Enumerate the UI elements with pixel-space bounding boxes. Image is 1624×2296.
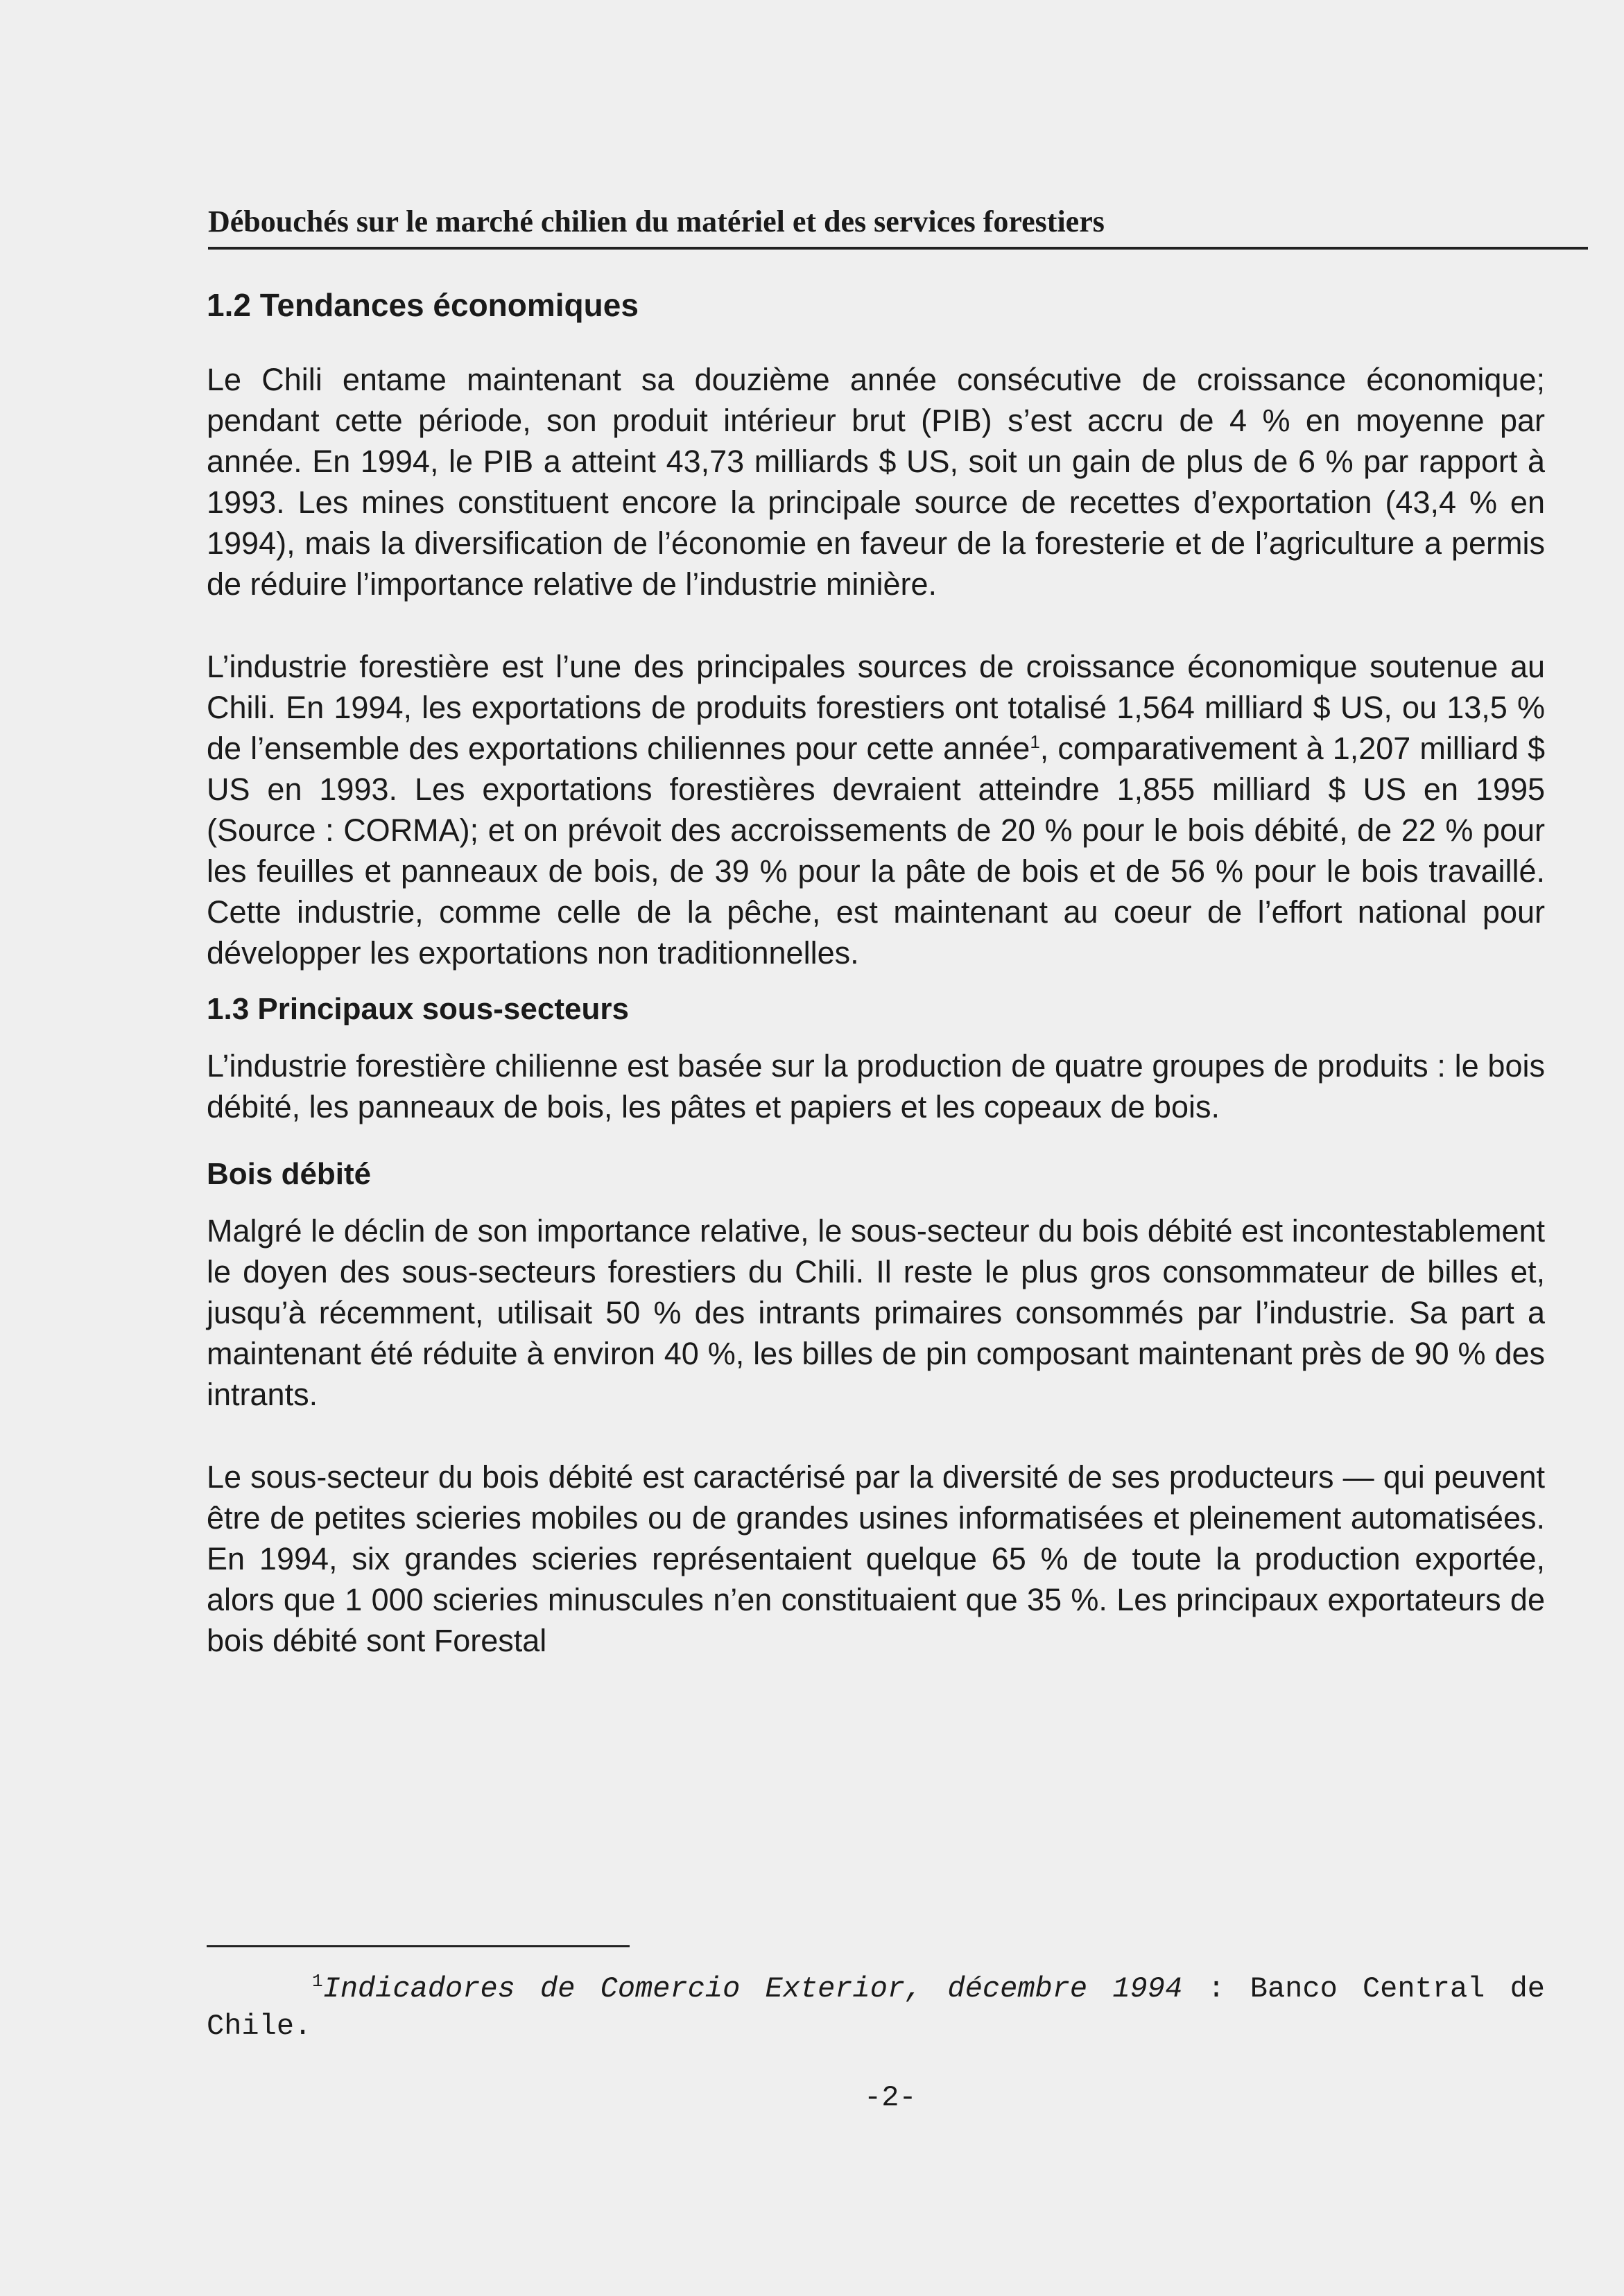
paragraph-forest-industry-part-b: , comparativement à 1,207 milliard $ US en 1993. Les exportations forestières devraient atteindre 1,855 milliard $ US en 1995 (Source : CORMA); et on prévoit des accroissements de 20 % pour le bois débité, de 22 % pour les feuilles et panneaux de bois, de 39 % pour la pâte de bois et de 56 % pour le bois travaillé. Cette industrie, comme celle de la pêche, est maintenant au coeur de l’effort national pour développer les exportations non traditionnelles. (207, 731, 1545, 971)
footnote-rule (207, 1945, 630, 1947)
page-number: -2- (864, 2081, 917, 2114)
running-header: Débouchés sur le marché chilien du matériel et des services forestiers (208, 205, 1105, 238)
footnote-source-title: Indicadores de Comercio Exterior, décembre 1994 (322, 1972, 1183, 2006)
paragraph-forest-industry (207, 646, 1545, 973)
footnote (207, 1970, 1545, 2045)
subheading-bois-debite: Bois débité (207, 1157, 372, 1191)
footnote-reference[interactable]: 1 (1030, 731, 1040, 752)
paragraph-economic-growth: Le Chili entame maintenant sa douzième année consécutive de croissance économique; pendant cette période, son produit intérieur brut (PIB) s’est accru de 4 % en moyenne par année. En 1994, le PIB a atteint 43,73 milliards $ US, soit un gain de plus de 6 % par rapport à 1993. Les mines constituent encore la principale source de recettes d’exportation (43,4 % en 1994), mais la diversification de l’économie en faveur de la foresterie et de l’agriculture a permis de réduire l’importance relative de l’industrie minière. (207, 362, 1545, 602)
section-heading-1-2: 1.2 Tendances économiques (207, 287, 639, 323)
footnote-marker: 1 (312, 1971, 323, 1992)
section-heading-1-3: 1.3 Principaux sous-secteurs (207, 992, 629, 1026)
paragraph-lumber-producers: Le sous-secteur du bois débité est caractérisé par la diversité de ses producteurs — qui peuvent être de petites scieries mobiles ou de grandes usines informatisées et pleinement automatisées. En 1994, six grandes scieries représentaient quelque 65 % de toute la production exportée, alors que 1 000 scieries minuscules n’en constituaient que 35 %. Les principaux exportateurs de bois débité sont Forestal (207, 1459, 1545, 1658)
document-body (207, 277, 1545, 1661)
paragraph-forest-industry-part-a: L’industrie forestière est l’une des principales sources de croissance économique soutenue au Chili. En 1994, les exportations de produits forestiers ont totalisé 1,564 milliard $ US, ou 13,5 % de l’ensemble des exportations chiliennes pour cette année (207, 649, 1545, 766)
footnote-source-rest: : Banco Central de Chile. (207, 1972, 1545, 2043)
paragraph-lumber-decline: Malgré le déclin de son importance relative, le sous-secteur du bois débité est incontestablement le doyen des sous-secteurs forestiers du Chili. Il reste le plus gros consommateur de billes et, jusqu’à récemment, utilisait 50 % des intrants primaires consommés par l’industrie. Sa part a maintenant été réduite à environ 40 %, les billes de pin composant maintenant près de 90 % des intrants. (207, 1213, 1545, 1412)
header-rule (208, 247, 1588, 250)
paragraph-subsectors: L’industrie forestière chilienne est basée sur la production de quatre groupes de produits : le bois débité, les panneaux de bois, les pâtes et papiers et les copeaux de bois. (207, 1048, 1545, 1124)
